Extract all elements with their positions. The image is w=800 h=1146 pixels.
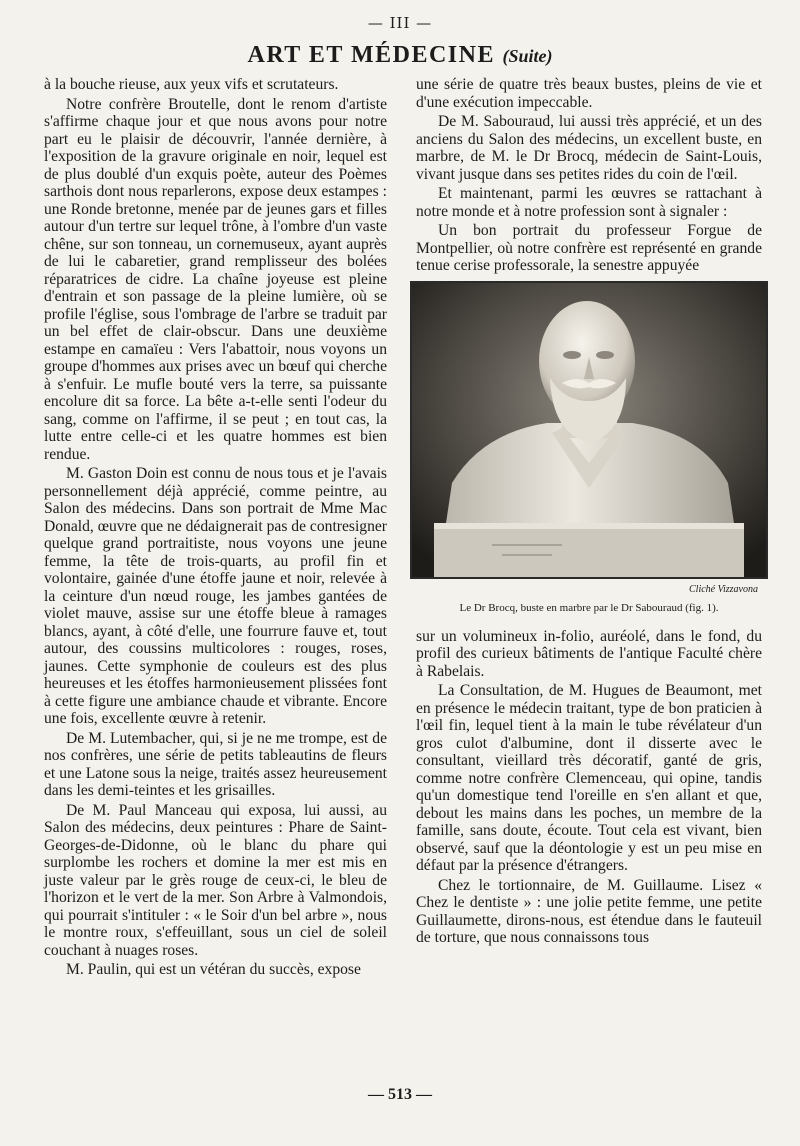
paragraph: Notre confrère Broutelle, dont le renom d'artiste s'affirme chaque jour et que nous avons pour notre part eu le plaisir de découvrir, l'année dernière, à l'exposition de la gravure originale en noir, lequel est de plus doublé d'un exquis poète, auteur des Poèmes sarthois dont nous reparlerons, expose deux estampes : une Ronde bretonne, menée par de jeunes gars et filles autour d'un tertre sur lequel trône, à l'ombre d'un vaste chêne, sur son tonneau, un cornemuseux, ayant auprès de lui le cabaretier, grand remplisseur des bolées réparatrices de cidre. La chaîne joyeuse est pleine d'entrain et son passage de la pleine lumière, où se profile l'église, sous l'ombrage de l'arbre se traduit par un bel effet de clair-obscur. Dans une deuxième estampe en camaïeu : Vers l'abattoir, nous voyons un groupe d'hommes aux prises avec un bœuf qui cherche à s'enfuir. Le mufle bouté vers la terre, sa puissante encolure dit sa force. La bête a-t-elle senti l'odeur du sang, comme on l'affirme, il se peut ; en tout cas, la lutte entre celle-ci et les quatre hommes est bien rendue. [44, 95, 387, 463]
paragraph: De M. Lutembacher, qui, si je ne me trompe, est de nos confrères, une série de petits tableautins de fleurs et une Latone sous la neige, traités assez heureusement dans les demi-teintes et les grisailles. [44, 729, 387, 799]
paragraph: M. Gaston Doin est connu de nous tous et je l'avais personnellement déjà apprécié, comme peintre, au Salon des médecins. Dans son portrait de Mme Mac Donald, œuvre que ne dédaignerait pas de contresigner quelque grand portraitiste, nous voyons une jeune femme, la tête de trois-quarts, au profil fin et volontaire, gainée d'une étoffe jaune et noir, relevée à la ceinture d'un nœud rouge, les jambes gantées de violet mauve, assise sur une étoffe bleue à ramages blancs, ayant, à côté d'elle, une fourrure fauve et, tout autour, des coussins multicolores : rouges, roses, jaunes. Cette symphonie de couleurs est des plus heureuses et les étoffes harmonieusement plissées font à cette figure une ambiance chaude et vibrante. Encore une fois, excellente œuvre à retenir. [44, 465, 387, 727]
photo-credit: Cliché Vizzavona [689, 583, 758, 595]
article-title-text: ART ET MÉDECINE [247, 42, 495, 68]
figure-caption: Le Dr Brocq, buste en marbre par le Dr Sabouraud (fig. 1). [459, 602, 719, 614]
running-head-roman-numeral: — III — [367, 14, 433, 32]
paragraph: Un bon portrait du professeur Forgue de Montpellier, où notre confrère est représenté en grande tenue cerise professorale, la senestre appuyée [416, 222, 762, 274]
article-title-suite: (Suite) [502, 46, 553, 66]
left-column [44, 76, 387, 979]
paragraph: De M. Paul Manceau qui exposa, lui aussi, au Salon des médecins, deux peintures : Phare de Saint-Georges-de-Didonne, où le blanc du phare qui surplombe les rochers et domine la mer est mis en juste valeur par le grès rouge de ceux-ci, le bleu de l'horizon et le vert de la mer. Son Arbre à Valmondois, qui pourrait s'intituler : « le Soir d'un bel arbre », nous le montre roux, s'effeuillant, sous un ciel de soleil couchant à nuages roses. [44, 801, 387, 959]
bust-photograph [410, 281, 768, 579]
page-number: — 513 — [368, 1086, 432, 1103]
paragraph: Et maintenant, parmi les œuvres se rattachant à notre monde et à notre profession sont à signaler : [416, 185, 762, 220]
paragraph: sur un volumineux in-folio, auréolé, dans le fond, du profil des curieux bâtiments de l'antique Faculté chère à Rabelais. [416, 627, 762, 680]
paragraph: La Consultation, de M. Hugues de Beaumont, met en présence le médecin traitant, type de bon praticien à l'œil fin, lequel tient à la main le tube révélateur d'un gros culot d'albumine, dont il disserte avec le consultant, vieillard très décoratif, ganté de gris, comme notre confrère Clemenceau, qui opine, tandis qu'un domestique tend l'oreille en s'en allant et que, debout les mains dans les poches, un membre de la famille, sans doute, écoute. Tout cela est vivant, bien observé, sauf que la déontologie y est un peu mise en défaut par la présence d'étrangers. [416, 682, 762, 874]
bust-image [412, 283, 766, 577]
article-title [0, 42, 800, 69]
paragraph: Chez le tortionnaire, de M. Guillaume. Lisez « Chez le dentiste » : une jolie petite femme, une petite Guillaumette, dirons-nous, est étendue dans le fauteuil de torture, que nous connaissons tous [416, 876, 762, 946]
right-column [416, 76, 762, 947]
paragraph: une série de quatre très beaux bustes, pleins de vie et d'une exécution impeccable. [416, 76, 762, 111]
paragraph: à la bouche rieuse, aux yeux vifs et scrutateurs. [44, 76, 339, 93]
paragraph: De M. Sabouraud, lui aussi très apprécié, et un des anciens du Salon des médecins, un excellent buste, en marbre, de M. le Dr Brocq, médecin de Saint-Louis, vivant jusque dans ses petites rides du coin de l'œil. [416, 113, 762, 183]
paragraph: M. Paulin, qui est un vétéran du succès, expose [66, 961, 361, 978]
